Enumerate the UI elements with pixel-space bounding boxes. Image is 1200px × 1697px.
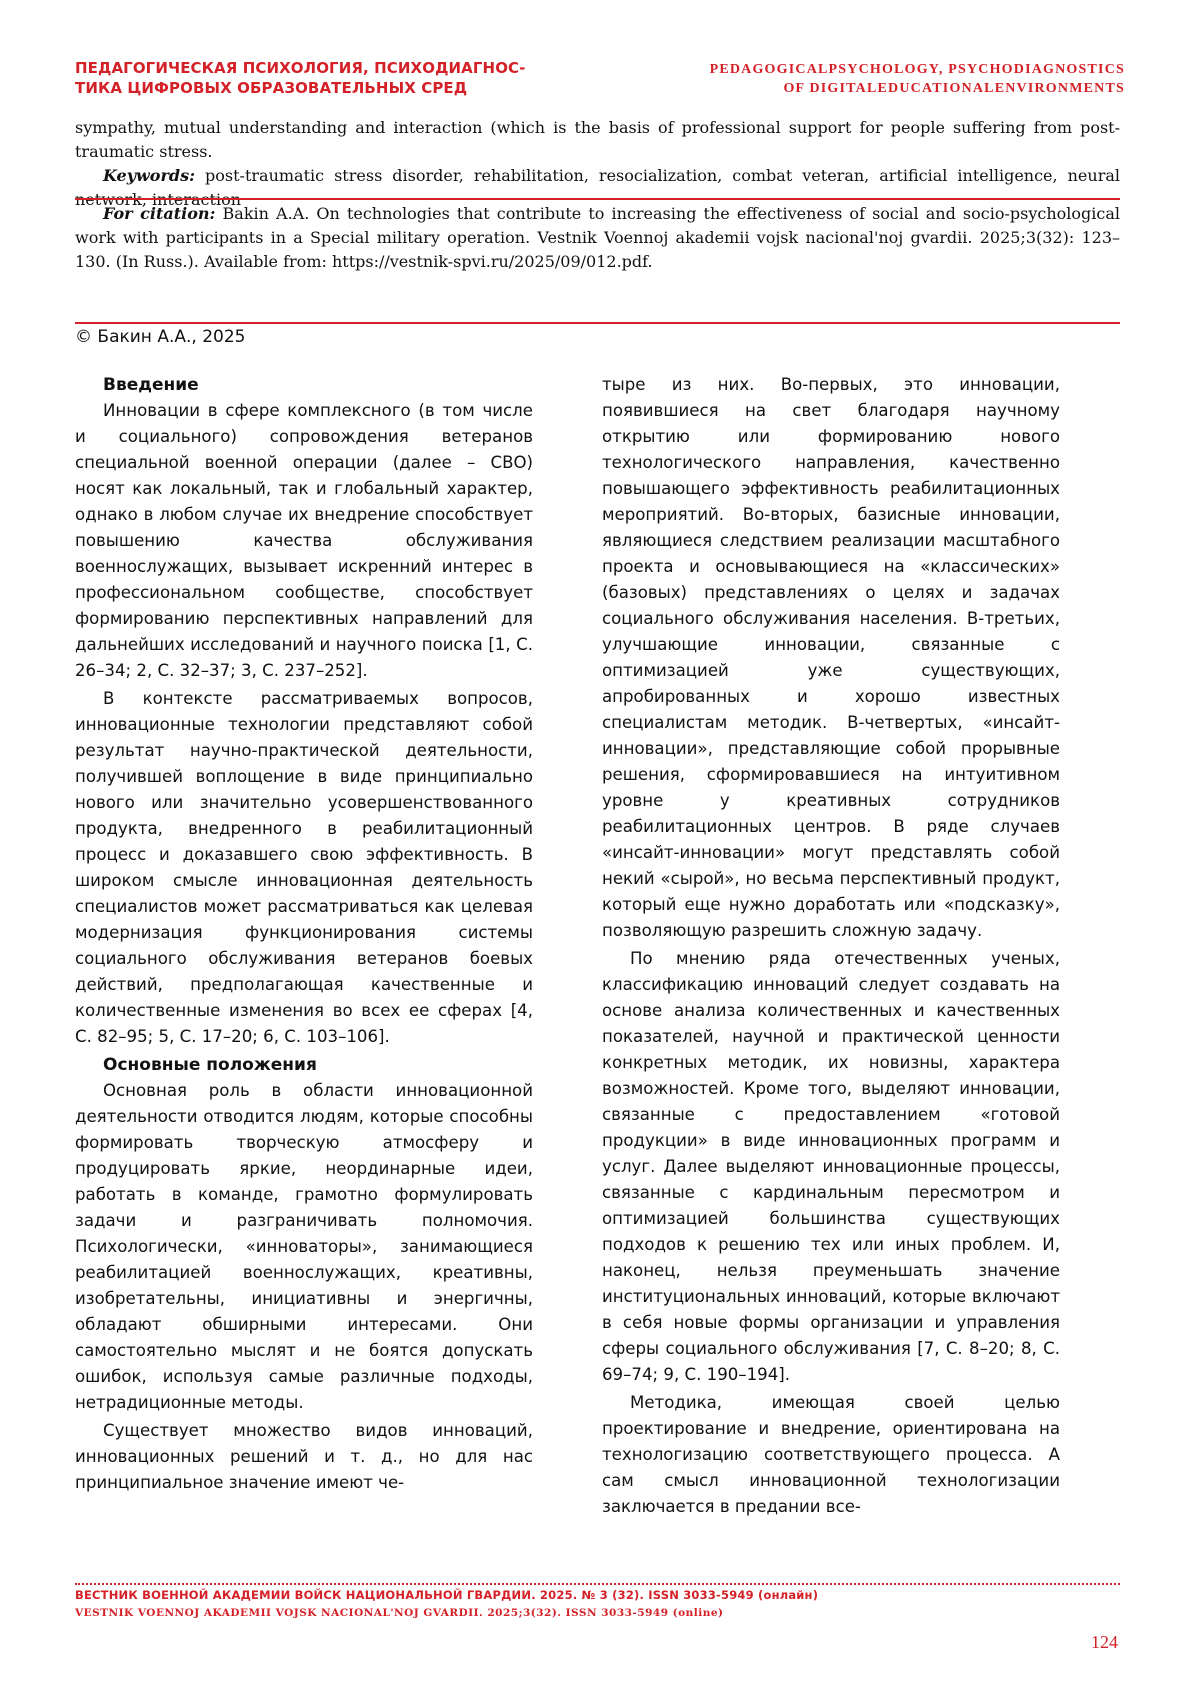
footer-journal-ru: ВЕСТНИК ВОЕННОЙ АКАДЕМИИ ВОЙСК НАЦИОНАЛЬНОЙ ГВАРДИИ. 2025. № 3 (32). ISSN 3033-5949 (онлайн) [75,1588,819,1602]
paragraph: По мнению ряда отечественных ученых, классификацию инноваций следует создавать на основе анализа количественных и качественных показателей, научной и практической ценности конкретных методик, их новизны, характера возможностей. Кроме того, выделяют инновации, связанные с предоставлением «готовой продукции» в виде инновационных программ и услуг. Далее выделяют инновационные процессы, связанные с кардинальным пересмотром и оптимизацией большинства существующих подходов к решению тех или иных проблем. И, наконец, нельзя преуменьшать значение институциональных инноваций, которые включают в себя новые формы организации и управления сферы социального обслуживания [7, С. 8–20; 8, С. 69–74; 9, С. 190–194]. [602,949,1060,1384]
abstract-tail: sympathy, mutual understanding and interaction (which is the basis of professional support for people suffering from post-traumatic stress. [75,118,1120,161]
right-column [602,372,1060,1522]
page-number: 124 [1091,1632,1118,1652]
header-en-line2: OF DIGITALEDUCATIONALENVIRONMENTS [783,81,1125,96]
divider-bottom [75,322,1120,324]
paragraph: В контексте рассматриваемых вопросов, инновационные технологии представляют собой результат научно-практической деятельности, получившей воплощение в виде принципиально нового или значительно усовершенствованного продукта, внедренного в реабилитационный процесс и доказавшего свою эффективность. В широком смысле инновационная деятельность специалистов может рассматриваться как целевая модернизация функционирования системы социального обслуживания ветеранов боевых действий, предполагающая качественные и количественные изменения во всех ее сферах [4, С. 82–95; 5, С. 17–20; 6, С. 103–106]. [75,689,533,1046]
citation-text: Bakin A.A. On technologies that contribute to increasing the effectiveness of social and socio-psychological work with participants in a Special military operation. Vestnik Voennoj akademii vojsk nacional'noj gvardii. 2025;3(32): 123–130. (In Russ.). Available from: https://vestnik-spvi.ru/2025/09/012.pdf. [75,204,1121,271]
paragraph: Существует множество видов инноваций, инновационных решений и т. д., но для нас принципиальное значение имеют че- [75,1421,533,1492]
header-ru-line1: ПЕДАГОГИЧЕСКАЯ ПСИХОЛОГИЯ, ПСИХОДИАГНОС- [75,59,526,77]
paragraph: Инновации в сфере комплексного (в том числе и социального) сопровождения ветеранов специальной военной операции (далее – СВО) носят как локальный, так и глобальный характер, однако в любом случае их внедрение способствует повышению качества обслуживания военнослужащих, вызывает искренний интерес в профессиональном сообществе, способствует формированию перспективных направлений для дальнейших исследований и научного поиска [1, С. 26–34; 2, С. 32–37; 3, С. 237–252]. [75,401,533,680]
citation-label: For citation: [103,204,216,223]
header-ru-line2: ТИКА ЦИФРОВЫХ ОБРАЗОВАТЕЛЬНЫХ СРЕД [75,79,468,97]
copyright: © Бакин А.А., 2025 [75,327,246,347]
paragraph: Основная роль в области инновационной деятельности отводится людям, которые способны формировать творческую атмосферу и продуцировать яркие, неординарные идеи, работать в команде, грамотно формулировать задачи и разграничивать полномочия. Психологически, «инноваторы», занимающиеся реабилитацией военнослужащих, креативны, изобретательны, инициативны и энергичны, обладают обширными интересами. Они самостоятельно мыслят и не боятся допускать ошибок, используя самые различные подходы, нетрадиционные методы. [75,1081,533,1412]
paragraph: тыре из них. Во-первых, это инновации, появившиеся на свет благодаря научному открытию или формированию нового технологического направления, качественно повышающего эффективность реабилитационных мероприятий. Во-вторых, базисные инновации, являющиеся следствием реализации масштабного проекта и основывающиеся на «классических» (базовых) представлениях о целях и задачах социального обслуживания населения. В-третьих, улучшающие инновации, связанные с оптимизацией уже существующих, апробированных и хорошо известных специалистам методик. В-четвертых, «инсайт-инновации», представляющие собой прорывные решения, сформировавшиеся на интуитивном уровне у креативных сотрудников реабилитационных центров. В ряде случаев «инсайт-инновации» могут представлять собой некий «сырой», но весьма перспективный продукт, который еще нужно доработать или «подсказку», позволяющую разрешить сложную задачу. [602,375,1060,940]
citation [75,202,1120,274]
running-header-ru [75,58,575,98]
paragraph: Методика, имеющая своей целью проектирование и внедрение, ориентирована на технологизацию соответствующего процесса. А сам смысл инновационной технологизации заключается в предании все- [602,1393,1060,1516]
footer-journal-en: VESTNIK VOENNOJ AKADEMII VOJSK NACIONAL'NOJ GVARDII. 2025;3(32). ISSN 3033-5949 (online) [75,1607,724,1619]
heading-introduction: Введение [103,375,199,395]
running-header-en [605,60,1125,98]
divider-top [75,198,1120,200]
left-column [75,372,533,1498]
heading-main-provisions: Основные положения [103,1055,317,1075]
citation-block [75,202,1120,274]
header-en-line1: PEDAGOGICALPSYCHOLOGY, PSYCHODIAGNOSTICS [709,62,1125,77]
keywords-label: Keywords: [103,166,196,185]
footer-divider [75,1583,1120,1585]
keywords-text: post-traumatic stress disorder, rehabilitation, resocialization, combat veteran, artificial intelligence, neural [205,166,1121,185]
